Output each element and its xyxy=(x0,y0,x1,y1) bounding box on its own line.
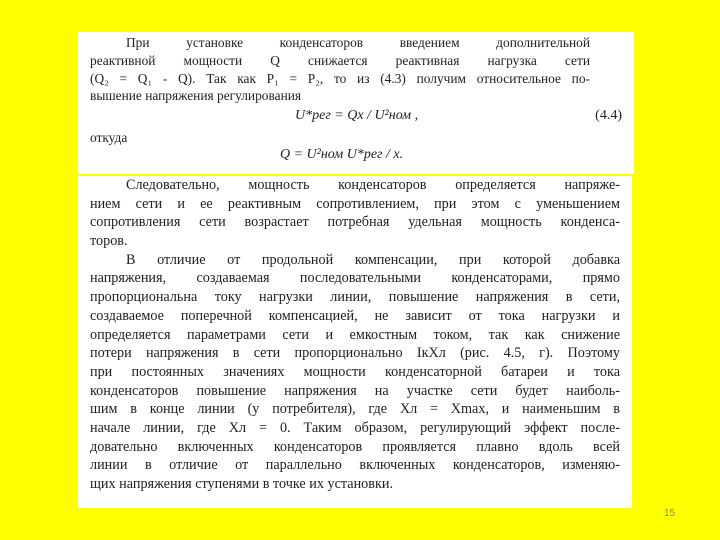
text-line: реактивной мощности Q снижается реактивная нагрузка сети xyxy=(90,52,590,68)
text-line: при постоянных значениях мощности конденсаторной батареи и тока xyxy=(90,363,620,380)
slide-page-number: 15 xyxy=(664,508,676,519)
text-line: довательно включенных конденсаторов проявляется плавно вдоль всей xyxy=(90,438,620,455)
formula-4-4: U*рег = Qx / U²ном , xyxy=(295,108,419,124)
formula-excerpt-panel xyxy=(78,32,634,174)
text-line: вышение напряжения регулирования xyxy=(90,88,302,104)
text-line: напряжения, создаваемая последовательными конденсаторами, прямо xyxy=(90,270,620,287)
text-line: При установке конденсаторов введением дополнительной xyxy=(126,35,590,50)
text-line: определяется параметрами сети и емкостным током, так как снижение xyxy=(90,326,620,343)
text-line: Следовательно, мощность конденсаторов определяется напряже- xyxy=(126,177,620,193)
text-line: начале линии, где Xл = 0. Таким образом, регулирующий эффект после- xyxy=(90,419,620,436)
formula-row xyxy=(90,105,622,129)
text-line: конденсаторов повышение напряжения на участке сети будет наиболь- xyxy=(90,382,620,399)
equation-number: (4.4) xyxy=(595,108,622,124)
text-line: (Q₂ = Q₁ - Q). Так как P₁ = P₂, то из (4.3) получим относительное по- xyxy=(90,70,590,86)
formula-row xyxy=(90,147,590,167)
text-line: шим в конце линии (у потребителя), где Xл = Xmax, и наименьшим в xyxy=(90,401,620,418)
text-line: В отличие от продольной компенсации, при которой добавка xyxy=(126,251,620,268)
text-line: пропорциональна току нагрузки линии, повышение напряжения в сети, xyxy=(90,289,620,306)
text-line: линии в отличие от параллельно включенных конденсаторов, изменяю- xyxy=(90,457,620,474)
text-line: торов. xyxy=(90,233,128,250)
formula-q: Q = U²ном U*рег / x. xyxy=(280,146,404,162)
text-line: потери напряжения в сети пропорционально IкXл (рис. 4.5, г). Поэтому xyxy=(90,345,620,362)
text-line: откуда xyxy=(90,130,128,146)
main-text-panel xyxy=(78,176,632,508)
text-line: сопротивления сети возрастает потребная удельная мощность конденса- xyxy=(90,214,620,231)
text-line: создаваемое поперечной компенсацией, не зависит от тока нагрузки и xyxy=(90,307,620,324)
text-line: нием сети и ее реактивным сопротивлением, при этом с уменьшением xyxy=(90,195,620,212)
text-line: щих напряжения ступенями в точке их установки. xyxy=(90,476,393,492)
